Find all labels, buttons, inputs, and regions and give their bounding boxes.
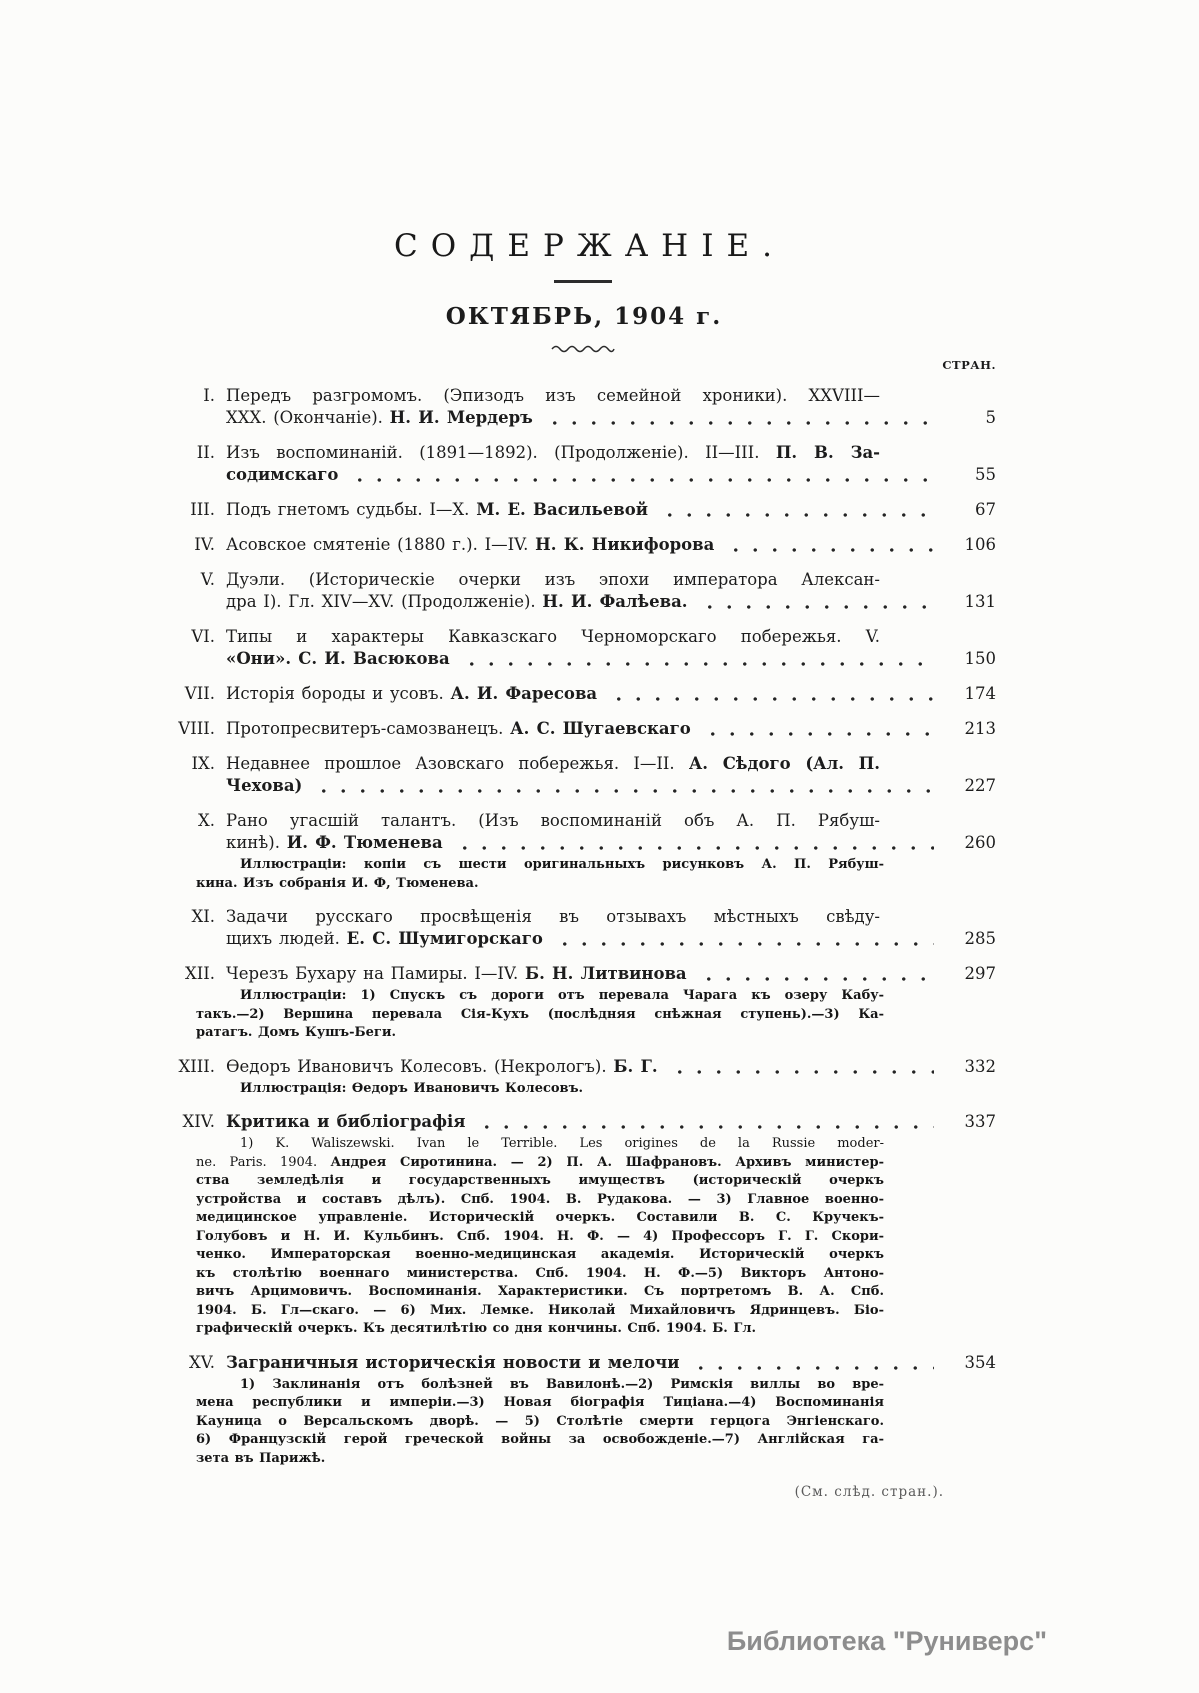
entry-page-number: 150: [964, 649, 996, 668]
entry-body: [226, 1056, 996, 1099]
entry-line: [226, 1111, 996, 1133]
entry-number: IV.: [194, 535, 215, 554]
note-line: Голубовъ и Н. И. Кульбинъ. Спб. 1904. Н. Ф. — 4) Профессоръ Г. Г. Скори-: [196, 1228, 884, 1244]
entry-line: [226, 591, 996, 613]
entry-body: [196, 810, 996, 893]
note-line: ченко. Императорская военно-медицинская академія. Историческій очеркъ: [196, 1247, 884, 1262]
entry-line: Типы и характеры Кавказскаго Черноморскаго побережья. V.: [226, 627, 880, 646]
entry-text: содимскаго: [226, 465, 339, 484]
entry-line: Изъ воспоминаній. (1891—1892). (Продолженіе). II—III. П. В. За-: [226, 443, 881, 462]
entry-text: Протопресвитеръ-самозванецъ. А. С. Шугаевскаго: [226, 719, 691, 738]
entry-number: XV.: [188, 1352, 215, 1372]
entry-line: [226, 775, 996, 797]
entry-body: [226, 385, 996, 429]
toc-entry: [170, 1111, 996, 1339]
entry-number: XIV.: [182, 1112, 215, 1131]
toc-entry: [170, 1056, 996, 1099]
entry-line: [226, 832, 996, 854]
entry-line: [226, 963, 996, 985]
toc-entry: [170, 1352, 996, 1469]
contents-title: СОДЕРЖАНІЕ.: [394, 228, 785, 264]
entry-text: Критика и библіографія: [226, 1112, 466, 1131]
note-line: графическій очеркъ. Къ десятилѣтію со дня кончины. Спб. 1904. Б. Гл.: [196, 1321, 757, 1336]
entry-text: дра I). Гл. XIV—XV. (Продолженіе). Н. И. Фалѣева.: [226, 592, 688, 611]
toc-entry: [170, 442, 996, 486]
note-line: Иллюстрація: Ѳедоръ Ивановичъ Колесовъ.: [240, 1080, 584, 1096]
entry-text: Заграничныя историческія новости и мелочи: [226, 1352, 680, 1372]
dot-leader: [670, 1056, 934, 1078]
entry-number: VI.: [191, 627, 215, 646]
toc-entry: [170, 718, 996, 740]
entry-page-number: 174: [964, 684, 996, 703]
toc-entry: [170, 963, 996, 1043]
entry-line: [226, 1056, 996, 1078]
entry-note: [196, 1080, 996, 1099]
entry-number: XI.: [191, 907, 215, 926]
dot-leader: [545, 407, 934, 429]
dot-leader: [555, 928, 934, 950]
entry-line: Рано угасшій талантъ. (Изъ воспоминаній объ А. П. Рябуш-: [226, 811, 880, 830]
see-next-page-note: (См. слѣд. стран.).: [794, 1484, 944, 1500]
note-line: медицинское управленіе. Историческій очеркъ. Составили В. С. Кручекъ-: [196, 1210, 884, 1225]
note-line: 6) Французскій герой греческой войны за освобожденіе.—7) Англійская га-: [196, 1432, 884, 1447]
entry-text: Асовское смятеніе (1880 г.). I—IV. Н. К. Никифорова: [226, 535, 715, 554]
entry-line: Передъ разгромомъ. (Эпизодъ изъ семейной хроники). XXVIII—: [226, 386, 880, 405]
entry-body: [226, 906, 996, 950]
entry-number: III.: [190, 500, 215, 519]
entry-page-number: 55: [975, 465, 996, 484]
title-rule-ornament: [554, 280, 612, 283]
entry-number: VIII.: [178, 719, 215, 738]
note-line: ne. Paris. 1904. Андрея Сиротинина. — 2) П. А. Шафрановъ. Архивъ министер-: [196, 1154, 884, 1170]
note-line: 1) Заклинанія отъ болѣзней въ Вавилонѣ.—2) Римскія виллы во вре-: [240, 1376, 884, 1392]
toc-entries: [170, 385, 996, 1468]
entry-page-number: 67: [975, 500, 996, 519]
dot-leader: [477, 1111, 934, 1133]
library-watermark: Библиотека "Руниверс": [726, 1626, 1047, 1656]
note-line: къ столѣтію военнаго министерства. Спб. 1904. Н. Ф.—5) Викторъ Антоно-: [196, 1265, 884, 1281]
entry-text: Ѳедоръ Ивановичъ Колесовъ. (Некрологъ). Б. Г.: [226, 1056, 658, 1076]
dot-leader: [703, 718, 934, 740]
entry-text: Черезъ Бухару на Памиры. I—IV. Б. Н. Литвинова: [226, 964, 687, 983]
entry-number: XIII.: [178, 1056, 215, 1076]
entry-text: «Они». С. И. Васюкова: [226, 649, 450, 668]
entry-note: [196, 1376, 996, 1469]
note-line: ства земледѣлія и государственныхъ имуществъ (историческій очеркъ: [196, 1173, 884, 1188]
dot-leader: [462, 648, 934, 670]
entry-line: [226, 648, 996, 670]
toc-entry: [170, 569, 996, 613]
entry-line: [226, 1352, 996, 1374]
entry-line: Недавнее прошлое Азовскаго побережья. I—II. А. Сѣдого (Ал. П.: [226, 754, 881, 773]
entry-number: XII.: [184, 964, 215, 983]
dot-leader: [660, 499, 934, 521]
note-line: 1904. Б. Гл—скаго. — 6) Мих. Лемке. Николай Михайловичъ Ядринцевъ. Біо-: [196, 1302, 884, 1318]
toc-entry: [170, 683, 996, 705]
entry-page-number: 337: [964, 1112, 996, 1131]
entry-text: щихъ людей. Е. С. Шумигорскаго: [226, 929, 543, 948]
entry-page-number: 131: [964, 592, 996, 611]
squiggle-ornament: [550, 342, 616, 354]
dot-leader: [314, 775, 934, 797]
entry-line: [226, 718, 996, 740]
entry-number: V.: [200, 570, 215, 589]
entry-line: [226, 499, 996, 521]
entry-page-number: 297: [964, 964, 996, 983]
entry-text: XXX. (Окончаніе). Н. И. Мердеръ: [226, 408, 533, 427]
toc-entry: [170, 906, 996, 950]
toc-entry: [170, 385, 996, 429]
entry-page-number: 260: [964, 833, 996, 852]
entry-number: I.: [203, 386, 215, 405]
toc-entry: [170, 499, 996, 521]
entry-line: [226, 464, 996, 486]
entry-text: Исторія бороды и усовъ. А. И. Фаресова: [226, 684, 598, 703]
entry-body: [226, 569, 996, 613]
dot-leader: [699, 963, 934, 985]
entry-text: Подъ гнетомъ судьбы. I—X. М. Е. Васильевой: [226, 500, 648, 519]
dot-leader: [691, 1352, 934, 1374]
entry-body: [226, 499, 996, 521]
entry-number: VII.: [184, 684, 215, 703]
entry-page-number: 106: [964, 535, 996, 554]
note-line: вичъ Арцимовичъ. Воспоминанія. Характеристики. Съ портретомъ В. А. Спб.: [196, 1284, 884, 1299]
toc-entry: [170, 534, 996, 556]
dot-leader: [350, 464, 934, 486]
entry-body: [226, 683, 996, 705]
entry-line: [226, 407, 996, 429]
note-line: 1) K. Waliszewski. Ivan le Terrible. Les origines de la Russie moder-: [240, 1136, 884, 1151]
entry-page-number: 285: [964, 929, 996, 948]
entry-line: [226, 534, 996, 556]
entry-body: [226, 442, 996, 486]
entry-page-number: 227: [964, 776, 996, 795]
entry-line: Задачи русскаго просвѣщенія въ отзывахъ мѣстныхъ свѣду-: [226, 907, 880, 926]
entry-page-number: 332: [964, 1056, 996, 1076]
entry-text: кинѣ). И. Ф. Тюменева: [226, 833, 443, 852]
toc-entry: [170, 626, 996, 670]
entry-body: [226, 753, 996, 797]
entry-line: Дуэли. (Историческіе очерки изъ эпохи императора Алексан-: [226, 570, 880, 589]
note-line: Иллюстраціи: копіи съ шести оригинальныхъ рисунковъ А. П. Рябуш-: [240, 857, 884, 872]
entry-text: Чехова): [226, 776, 303, 795]
note-line: Иллюстраціи: 1) Спускъ съ дороги отъ перевала Чарага къ озеру Кабу-: [240, 988, 884, 1003]
issue-subtitle: ОКТЯБРЬ, 1904 г.: [445, 303, 723, 330]
entry-page-number: 5: [985, 408, 996, 427]
entry-body: [226, 534, 996, 556]
dot-leader: [726, 534, 934, 556]
entry-number: II.: [196, 443, 215, 462]
entry-line: [226, 928, 996, 950]
note-line: Кауница о Версальскомъ дворѣ. — 5) Столѣтіе смерти герцога Энгіенскаго.: [196, 1413, 884, 1429]
toc-entry: [170, 753, 996, 797]
toc-content: [170, 228, 996, 1500]
note-line: ратагъ. Домъ Кушъ-Беги.: [196, 1025, 397, 1040]
entry-note: [196, 856, 996, 893]
entry-note: [196, 1135, 996, 1339]
dot-leader: [455, 832, 934, 854]
note-line: кина. Изъ собранія И. Ф, Тюменева.: [196, 875, 479, 891]
entry-number: IX.: [191, 754, 215, 773]
page-column-header: СТРАН.: [942, 358, 996, 372]
entry-page-number: 213: [964, 719, 996, 738]
entry-body: [226, 718, 996, 740]
entry-page-number: 354: [964, 1352, 996, 1372]
note-line: такъ.—2) Вершина перевала Сія-Кухъ (послѣдняя снѣжная ступень).—3) Ка-: [196, 1006, 884, 1022]
toc-entry: [170, 810, 996, 893]
dot-leader: [609, 683, 934, 705]
note-line: устройства и составъ дѣлъ). Спб. 1904. В. Рудакова. — 3) Главное военно-: [196, 1191, 884, 1207]
entry-line: [226, 683, 996, 705]
dot-leader: [700, 591, 934, 613]
entry-body: [226, 626, 996, 670]
note-line: мена республики и имперіи.—3) Новая біографія Тиціана.—4) Воспоминанія: [196, 1395, 884, 1410]
entry-number: X.: [198, 811, 215, 830]
note-line: зета въ Парижѣ.: [196, 1450, 326, 1466]
entry-note: [196, 987, 996, 1043]
